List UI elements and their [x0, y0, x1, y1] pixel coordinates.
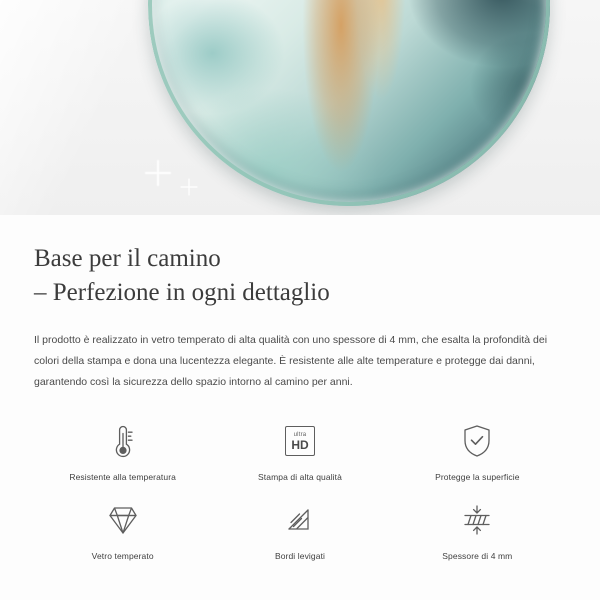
thermometer-icon	[103, 419, 143, 463]
ultra-hd-badge-main: HD	[291, 437, 309, 452]
hero-image	[0, 0, 600, 215]
feature-label: Bordi levigati	[274, 551, 326, 561]
description-paragraph: Il prodotto è realizzato in vetro temperato di alta qualità con uno spessore di 4 mm, che esalta la profondità dei colori della stampa e dona una lucentezza elegante. È resistente alle alte temperature e protegge dai danni, garantendo così la sicurezza dello spazio intorno al camino per anni.	[34, 334, 548, 388]
feature-label: Resistente alla temperatura	[69, 472, 176, 482]
headline-line-2: – Perfezione in ogni dettaglio	[34, 279, 330, 306]
feature-item-thickness	[389, 498, 566, 561]
feature-item-print-quality	[211, 419, 388, 482]
diamond-icon	[102, 498, 144, 542]
polished-edges-icon	[279, 498, 321, 542]
feature-label: Vetro temperato	[91, 551, 154, 561]
ultra-hd-badge-top: ultra	[293, 431, 307, 438]
feature-label: Spessore di 4 mm	[442, 551, 513, 561]
shield-check-icon	[457, 419, 497, 463]
feature-label: Stampa di alta qualità	[258, 472, 342, 482]
feature-item-surface-protection	[389, 419, 566, 482]
page-title	[34, 242, 566, 310]
glass-plate-product-image	[148, 0, 550, 206]
headline-line-1: Base per il camino	[34, 245, 221, 272]
feature-item-tempered-glass	[34, 498, 211, 561]
thickness-arrows-icon	[456, 498, 498, 542]
ultra-hd-icon	[285, 419, 315, 463]
feature-item-temperature	[34, 419, 211, 482]
feature-grid	[34, 419, 566, 561]
feature-item-polished-edges	[211, 498, 388, 561]
feature-label: Protegge la superficie	[435, 472, 520, 482]
marble-artwork	[148, 0, 550, 206]
